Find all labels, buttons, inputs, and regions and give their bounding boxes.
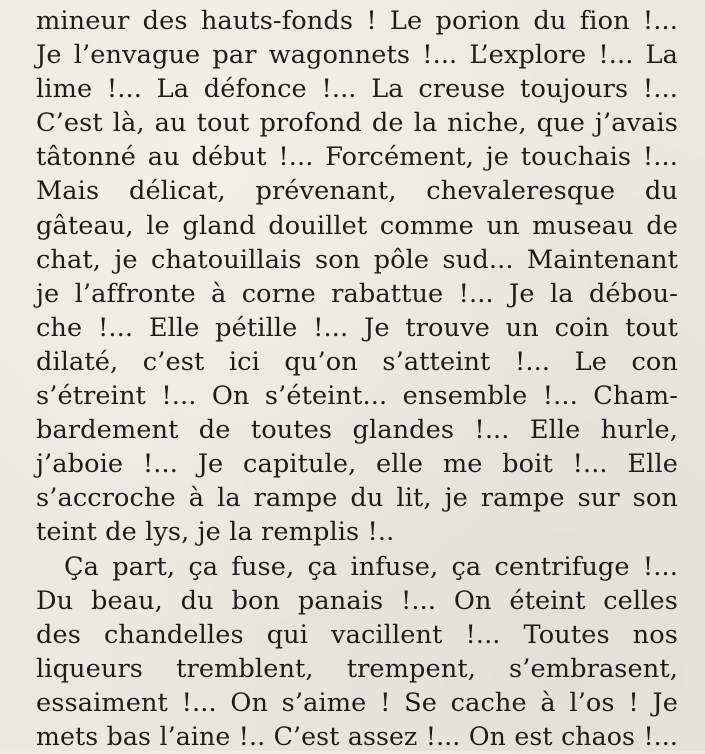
- text-line: dilaté, c’est ici qu’on s’atteint !... Le con: [36, 346, 678, 377]
- text-line: C’est là, au tout profond de la niche, que j’avais: [36, 108, 678, 139]
- text-line: essaiment !... On s’aime ! Se cache à l’os ! Je: [36, 687, 678, 718]
- text-line: lime !... La défonce !... La creuse toujours !...: [36, 74, 678, 105]
- text-line: mineur des hauts-fonds ! Le porion du fion !...: [36, 6, 678, 36]
- text-line: mets bas l’aine !.. C’est assez !... On est chaos !...: [36, 721, 678, 751]
- text-line: teint de lys, je la remplis !..: [36, 517, 395, 548]
- text-line: Ça part, ça fuse, ça infuse, ça centrifuge !...: [64, 551, 678, 582]
- text-line: Je l’envague par wagonnets !... L’explore !... La: [36, 40, 678, 71]
- text-line: bardement de toutes glandes !... Elle hurle,: [36, 415, 678, 446]
- text-line: gâteau, le gland douillet comme un museau de: [36, 210, 678, 241]
- text-line: j’aboie !... Je capitule, elle me boit !... Elle: [36, 449, 678, 480]
- text-line: tâtonné au début !... Forcément, je touchais !...: [36, 142, 678, 173]
- text-line: s’accroche à la rampe du lit, je rampe sur son: [36, 483, 678, 514]
- text-line: che !... Elle pétille !... Je trouve un coin tout: [36, 312, 678, 343]
- text-line: Du beau, du bon panais !... On éteint celles: [36, 585, 678, 616]
- text-line: je l’affronte à corne rabattue !... Je la débou-: [36, 278, 678, 309]
- text-line: des chandelles qui vacillent !... Toutes nos: [36, 619, 678, 650]
- text-line: Mais délicat, prévenant, chevaleresque du: [36, 176, 678, 207]
- text-line: s’étreint !... On s’éteint... ensemble !... Cham-: [36, 381, 678, 412]
- text-line: chat, je chatouillais son pôle sud... Maintenant: [36, 244, 678, 275]
- text-line: liqueurs tremblent, trempent, s’embrasent,: [36, 653, 678, 684]
- body-text: [36, 4, 678, 754]
